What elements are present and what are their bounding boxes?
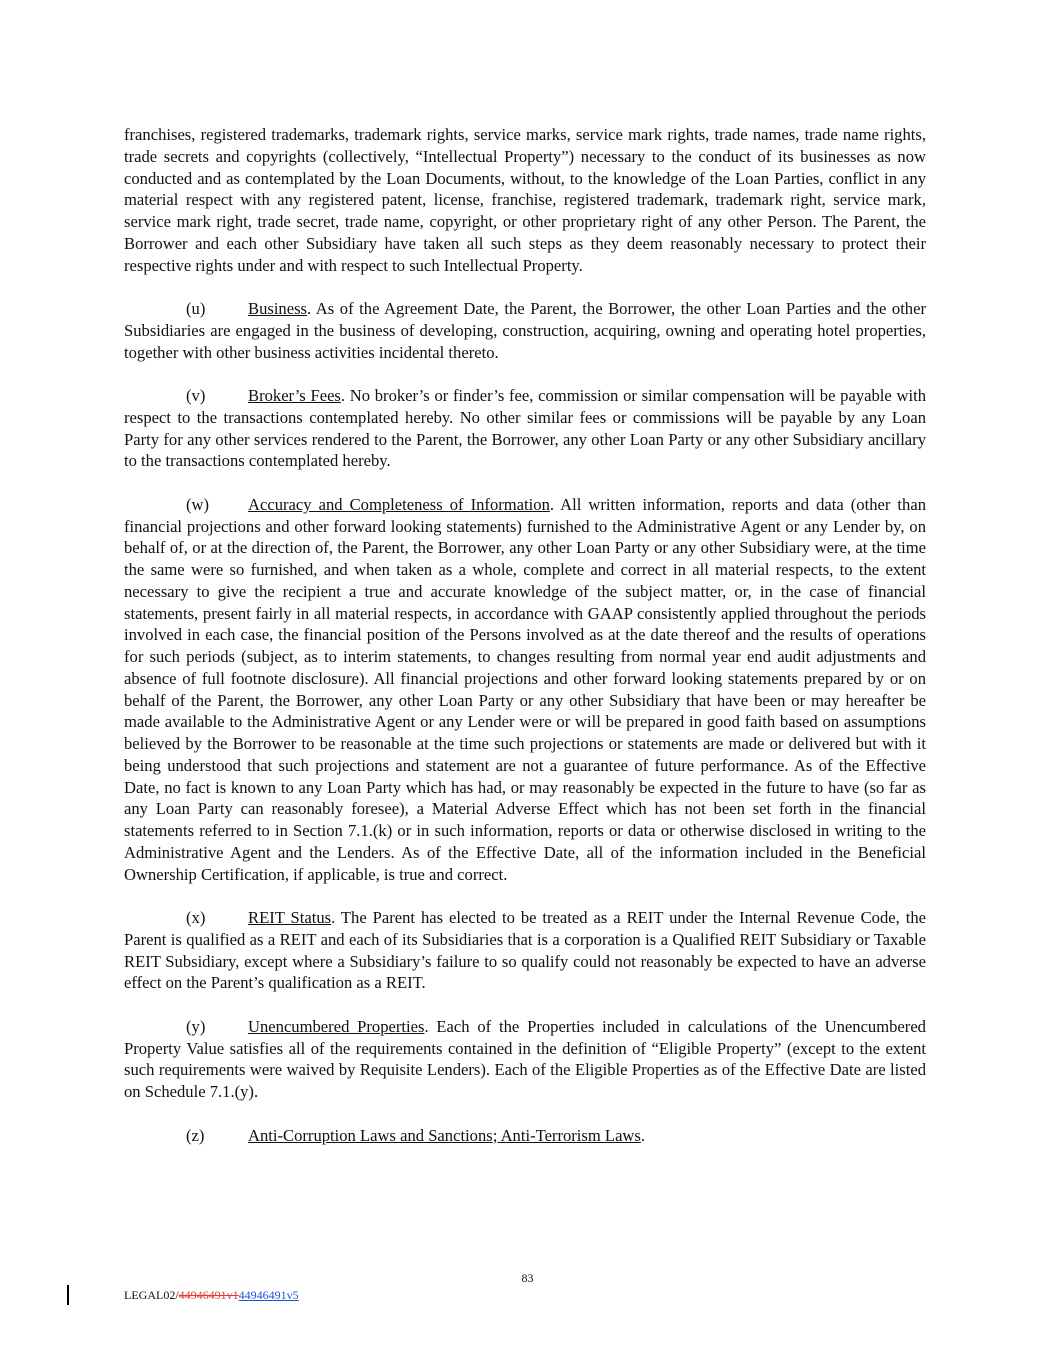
paragraph-body: . No broker’s or finder’s fee, commission or similar compensation will be payable with respect to the transactions contemplated hereby. No other similar fees or commissions will be payable by any Loan Party for any other services rendered to the Parent, the Borrower, any other Loan Party or any other Subsidiary ancillary to the transactions contemplated hereby.	[124, 386, 926, 471]
paragraph-heading: Business	[248, 299, 308, 318]
change-bar	[67, 1285, 69, 1305]
document-id-footer	[124, 1288, 299, 1303]
paragraph-label: (v)	[186, 386, 206, 405]
inserted-doc-id: 44946491v5	[238, 1288, 299, 1302]
paragraph-z	[124, 1125, 926, 1147]
paragraph-heading: Broker’s Fees	[248, 386, 341, 405]
paragraph-heading: Unencumbered Properties	[248, 1016, 425, 1036]
paragraph-body: . All written information, reports and data (other than financial projections and other forward looking statements) furnished to the Administrative Agent or any Lender by, on behalf of, or at the direction of, the Parent, the Borrower, any other Loan Party or any other Subsidiary were, at the time the same were so furnished, and when taken as a whole, complete and correct in all material respects, to the extent necessary to give the recipient a true and accurate knowledge of the subject matter, or, in the case of financial statements, present fairly in all material respects, in accordance with GAAP consistently applied throughout the periods involved in each case, the financial position of the Persons involved as at the date thereof and the results of operations for such periods (subject, as to interim statements, to changes resulting from normal year end audit adjustments and absence of full footnote disclosure). All financial projections and other forward looking statements prepared by or on behalf of the Parent, the Borrower, any other Loan Party or any other Subsidiary that have been or may hereafter be made available to the Administrative Agent or any Lender were or will be prepared in good faith based on assumptions believed by the Borrower to be reasonable at the time such projections or statements are made or delivered but with it being understood that such projections and statement are not a guarantee of future performance. As of the Effective Date, no fact is known to any Loan Party which has had, or may reasonably be expected in the future to have (so far as any Loan Party can reasonably foresee), a Material Adverse Effect which has not been set forth in the financial statements referred to in Section 7.1.(k) or in such information, reports or data or otherwise disclosed in writing to the Administrative Agent and the Lenders. As of the Effective Date, all of the information included in the Beneficial Ownership Certification, if applicable, is true and correct.	[124, 494, 927, 884]
document-page	[124, 124, 926, 1168]
paragraph-body: . The Parent has elected to be treated as a REIT under the Internal Revenue Code, the Parent is qualified as a REIT and each of its Subsidiaries that is a corporation is a Qualified REIT Subsidiary or Taxable REIT Subsidiary, except where a Subsidiary’s failure to so qualify could not reasonably be expected to have an adverse effect on the Parent’s qualification as a REIT.	[124, 908, 926, 993]
paragraph-y	[124, 1016, 926, 1103]
page-number: 83	[521, 1271, 534, 1285]
paragraph-v	[124, 385, 926, 472]
paragraph-t-continued	[124, 124, 926, 276]
doc-prefix: LEGAL02/	[124, 1288, 179, 1302]
paragraph-label: (w)	[186, 494, 210, 514]
deleted-doc-id: 44946491v1	[178, 1288, 239, 1302]
paragraph-label: (u)	[186, 299, 206, 318]
paragraph-x	[124, 907, 926, 994]
paragraph-body: .	[640, 1125, 646, 1145]
paragraph-body: franchises, registered trademarks, trademark rights, service marks, service mark rights, trade names, trade name rights, trade secrets and copyrights (collectively, “Intellectual Property”) necessary to the conduct of its businesses as now conducted and as contemplated by the Loan Documents, without, to the knowledge of the Loan Parties, conflict in any material respect with any registered patent, license, franchise, registered trademark, trademark right, service mark, service mark right, trade secret, trade name, copyright, or other proprietary right of any other Person. The Parent, the Borrower and each other Subsidiary have taken all such steps as they deem reasonably necessary to protect their respective rights under and with respect to such Intellectual Property.	[124, 125, 926, 275]
paragraph-heading: REIT Status	[248, 908, 332, 927]
paragraph-label: (z)	[186, 1125, 205, 1145]
paragraph-body: . As of the Agreement Date, the Parent, the Borrower, the other Loan Parties and the other Subsidiaries are engaged in the business of developing, construction, acquiring, owning and operating hotel properties, together with other business activities incidental thereto.	[124, 299, 926, 362]
paragraph-heading: Accuracy and Completeness of Information	[248, 494, 550, 514]
paragraph-u	[124, 298, 926, 363]
paragraph-label: (y)	[186, 1016, 206, 1036]
paragraph-label: (x)	[186, 908, 206, 927]
paragraph-body: . Each of the Properties included in calculations of the Unencumbered Property Value satisfies all of the requirements contained in the definition of “Eligible Property” (except to the extent such requirements were waived by Requisite Lenders). Each of the Eligible Properties as of the Effective Date are listed on Schedule 7.1.(y).	[124, 1016, 926, 1101]
paragraph-heading: Anti-Corruption Laws and Sanctions; Anti-Terrorism Laws	[248, 1125, 641, 1145]
paragraph-w	[124, 494, 926, 886]
